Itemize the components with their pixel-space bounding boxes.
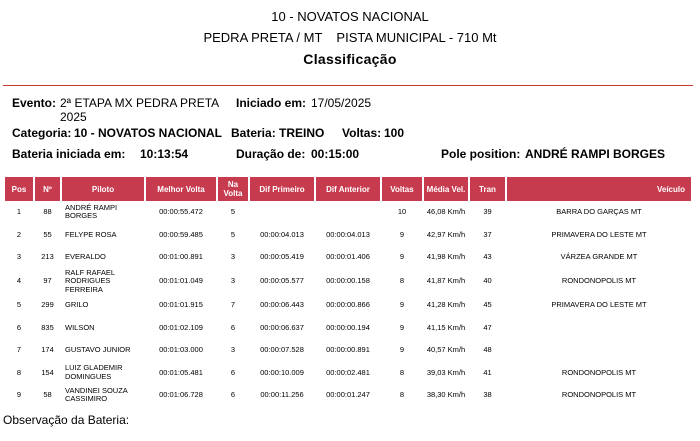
cell-veiculo: PRIMAVERA DO LESTE MT xyxy=(551,229,647,239)
pole-value: ANDRÉ RAMPI BORGES xyxy=(525,147,666,161)
cell-piloto: VANDINEI SOUZA CASSIMIRO xyxy=(65,385,128,404)
cell-voltas: 9 xyxy=(399,300,405,309)
cell-num: 174 xyxy=(41,345,54,354)
cell-voltas: 9 xyxy=(399,229,405,239)
duracao-value: 00:15:00 xyxy=(311,147,360,161)
cell-dif-primeiro: 00:00:10.009 xyxy=(260,367,304,377)
cell-media-vel: 46,08 Km/h xyxy=(426,207,466,216)
cell-dif-anterior: 00:00:01.247 xyxy=(326,390,370,399)
col-header-num: Nº xyxy=(35,177,60,201)
bateria-label: Bateria: xyxy=(231,126,276,140)
cell-dif-anterior: 00:00:04.013 xyxy=(326,229,370,239)
cell-dif-anterior xyxy=(316,201,380,224)
cell-dif-anterior: 00:00:00.158 xyxy=(326,276,370,285)
cell-pos: 3 xyxy=(16,252,22,261)
location: PEDRA PRETA / MT xyxy=(203,30,323,45)
cell-tran: 38 xyxy=(483,390,492,399)
iniciado-value: 17/05/2025 xyxy=(311,96,372,110)
table-row xyxy=(5,246,691,269)
cell-tran: 37 xyxy=(483,229,492,239)
table-row xyxy=(5,362,691,385)
cell-piloto: ANDRÉ RAMPI BORGES xyxy=(65,202,118,221)
cell-tran: 39 xyxy=(483,207,492,216)
cell-media-vel: 41,15 Km/h xyxy=(426,322,466,332)
cell-num: 213 xyxy=(41,252,54,261)
cell-dif-primeiro xyxy=(250,201,314,224)
voltas-label: Voltas: xyxy=(342,126,382,140)
table-row xyxy=(5,384,691,407)
cell-na-volta: 7 xyxy=(230,300,236,309)
cell-veiculo: RONDONOPOLIS MT xyxy=(561,367,637,377)
voltas-value: 100 xyxy=(384,126,405,140)
cell-veiculo: PRIMAVERA DO LESTE MT xyxy=(551,300,647,309)
cell-melhor-volta: 00:00:59.485 xyxy=(159,229,203,239)
cell-melhor-volta: 00:01:01.915 xyxy=(159,300,203,309)
table-row xyxy=(5,224,691,247)
cell-piloto: EVERALDO xyxy=(65,252,106,261)
cell-tran: 40 xyxy=(483,276,492,285)
cell-tran: 43 xyxy=(483,252,492,261)
cell-tran: 48 xyxy=(483,345,492,354)
cell-dif-anterior: 00:00:00.194 xyxy=(326,322,370,332)
cell-num: 97 xyxy=(43,276,52,285)
cell-dif-anterior: 00:00:00.891 xyxy=(326,345,370,354)
cell-voltas: 8 xyxy=(399,390,405,399)
cell-media-vel: 41,98 Km/h xyxy=(426,252,466,261)
bateria-iniciada-value: 10:13:54 xyxy=(140,147,189,161)
cell-piloto: LUIZ GLADEMIR DOMINGUES xyxy=(65,363,123,381)
cell-melhor-volta: 00:00:55.472 xyxy=(159,207,203,216)
categoria-label: Categoria: xyxy=(12,126,72,140)
cell-tran: 47 xyxy=(483,322,492,332)
cell-pos: 2 xyxy=(16,229,22,239)
cell-melhor-volta: 00:01:00.891 xyxy=(159,252,203,261)
cell-dif-primeiro: 00:00:06.443 xyxy=(260,300,304,309)
table-row xyxy=(5,269,691,295)
cell-veiculo xyxy=(507,339,691,362)
report-title: 10 - NOVATOS NACIONAL xyxy=(271,9,429,24)
cell-dif-anterior: 00:00:00.866 xyxy=(326,300,370,309)
cell-media-vel: 40,57 Km/h xyxy=(426,345,466,354)
cell-na-volta: 5 xyxy=(230,207,236,216)
observacao-label: Observação da Bateria: xyxy=(3,413,130,427)
cell-pos: 6 xyxy=(16,322,22,332)
cell-media-vel: 41,87 Km/h xyxy=(426,276,466,285)
cell-pos: 1 xyxy=(16,207,22,216)
col-header-voltas: Voltas xyxy=(382,177,422,201)
cell-piloto: WILSON xyxy=(65,322,95,332)
col-header-na-volta: Na Volta xyxy=(218,177,248,201)
track: PISTA MUNICIPAL - 710 Mt xyxy=(336,30,497,45)
report-location-line xyxy=(0,30,700,45)
cell-veiculo: VÁRZEA GRANDE MT xyxy=(560,252,638,261)
col-header-dif-anterior: Dif Anterior xyxy=(316,177,380,201)
cell-num: 55 xyxy=(43,229,52,239)
cell-dif-primeiro: 00:00:11.256 xyxy=(260,390,304,399)
col-header-pos: Pos xyxy=(5,177,33,201)
cell-na-volta: 3 xyxy=(230,345,236,354)
cell-pos: 4 xyxy=(16,276,22,285)
cell-melhor-volta: 00:01:03.000 xyxy=(159,345,203,354)
cell-voltas: 9 xyxy=(399,252,405,261)
cell-dif-anterior: 00:00:02.481 xyxy=(326,367,370,377)
cell-na-volta: 5 xyxy=(230,229,236,239)
cell-tran: 41 xyxy=(483,367,492,377)
cell-na-volta: 3 xyxy=(230,276,236,285)
duracao-label: Duração de: xyxy=(236,147,306,161)
cell-num: 58 xyxy=(43,390,52,399)
cell-na-volta: 6 xyxy=(230,367,236,377)
classification-heading: Classificação xyxy=(303,51,397,67)
cell-tran: 45 xyxy=(483,300,492,309)
cell-voltas: 9 xyxy=(399,322,405,332)
cell-dif-primeiro: 00:00:04.013 xyxy=(260,229,304,239)
table-header-row xyxy=(5,177,691,201)
table-row xyxy=(5,294,691,317)
cell-veiculo: BARRA DO GARÇAS MT xyxy=(556,207,642,216)
cell-pos: 5 xyxy=(16,300,22,309)
cell-piloto: RALF RAFAEL RODRIGUES FERREIRA xyxy=(65,268,115,294)
cell-veiculo: RONDONOPOLIS MT xyxy=(561,276,637,285)
cell-melhor-volta: 00:01:06.728 xyxy=(159,390,203,399)
cell-dif-primeiro: 00:00:07.528 xyxy=(260,345,304,354)
cell-piloto: GRILO xyxy=(65,300,89,309)
cell-piloto: FELYPE ROSA xyxy=(65,229,117,239)
cell-melhor-volta: 00:01:02.109 xyxy=(159,322,203,332)
evento-value: 2ª ETAPA MX PEDRA PRETA 2025 xyxy=(60,96,219,124)
cell-media-vel: 39,03 Km/h xyxy=(426,367,466,377)
cell-na-volta: 3 xyxy=(230,252,236,261)
cell-pos: 7 xyxy=(16,345,22,354)
cell-veiculo: RONDONOPOLIS MT xyxy=(561,390,637,399)
col-header-melhor-volta: Melhor Volta xyxy=(146,177,216,201)
categoria-value: 10 - NOVATOS NACIONAL xyxy=(74,126,223,140)
table-row xyxy=(5,317,691,340)
classification-table xyxy=(3,177,693,407)
cell-melhor-volta: 00:01:01.049 xyxy=(159,276,203,285)
cell-num: 299 xyxy=(41,300,54,309)
cell-dif-primeiro: 00:00:05.419 xyxy=(260,252,304,261)
evento-label: Evento: xyxy=(12,96,57,110)
cell-dif-primeiro: 00:00:05.577 xyxy=(260,276,304,285)
cell-num: 154 xyxy=(41,367,54,377)
col-header-veiculo: Veículo xyxy=(507,177,691,201)
bateria-value: TREINO xyxy=(279,126,325,140)
iniciado-label: Iniciado em: xyxy=(236,96,307,110)
cell-veiculo xyxy=(507,317,691,340)
cell-voltas: 8 xyxy=(399,367,405,377)
pole-label: Pole position: xyxy=(441,147,521,161)
cell-dif-primeiro: 00:00:06.637 xyxy=(260,322,304,332)
col-header-media-vel: Média Vel. xyxy=(424,177,468,201)
col-header-tran: Tran xyxy=(470,177,505,201)
cell-media-vel: 41,28 Km/h xyxy=(426,300,466,309)
table-row xyxy=(5,339,691,362)
cell-media-vel: 42,97 Km/h xyxy=(426,229,466,239)
cell-voltas: 9 xyxy=(399,345,405,354)
bateria-iniciada-label: Bateria iniciada em: xyxy=(12,147,126,161)
cell-melhor-volta: 00:01:05.481 xyxy=(159,367,203,377)
cell-na-volta: 6 xyxy=(230,322,236,332)
table-row xyxy=(5,201,691,224)
cell-num: 88 xyxy=(43,207,52,216)
cell-pos: 9 xyxy=(16,390,22,399)
cell-na-volta: 6 xyxy=(230,390,236,399)
cell-voltas: 8 xyxy=(399,276,405,285)
cell-num: 835 xyxy=(41,322,54,332)
cell-voltas: 10 xyxy=(397,207,407,216)
cell-piloto: GUSTAVO JUNIOR xyxy=(65,345,131,354)
cell-dif-anterior: 00:00:01.406 xyxy=(326,252,370,261)
col-header-dif-primeiro: Dif Primeiro xyxy=(250,177,314,201)
cell-media-vel: 38,30 Km/h xyxy=(426,390,466,399)
cell-pos: 8 xyxy=(16,367,22,377)
col-header-piloto: Piloto xyxy=(62,177,144,201)
header-divider xyxy=(3,85,693,86)
